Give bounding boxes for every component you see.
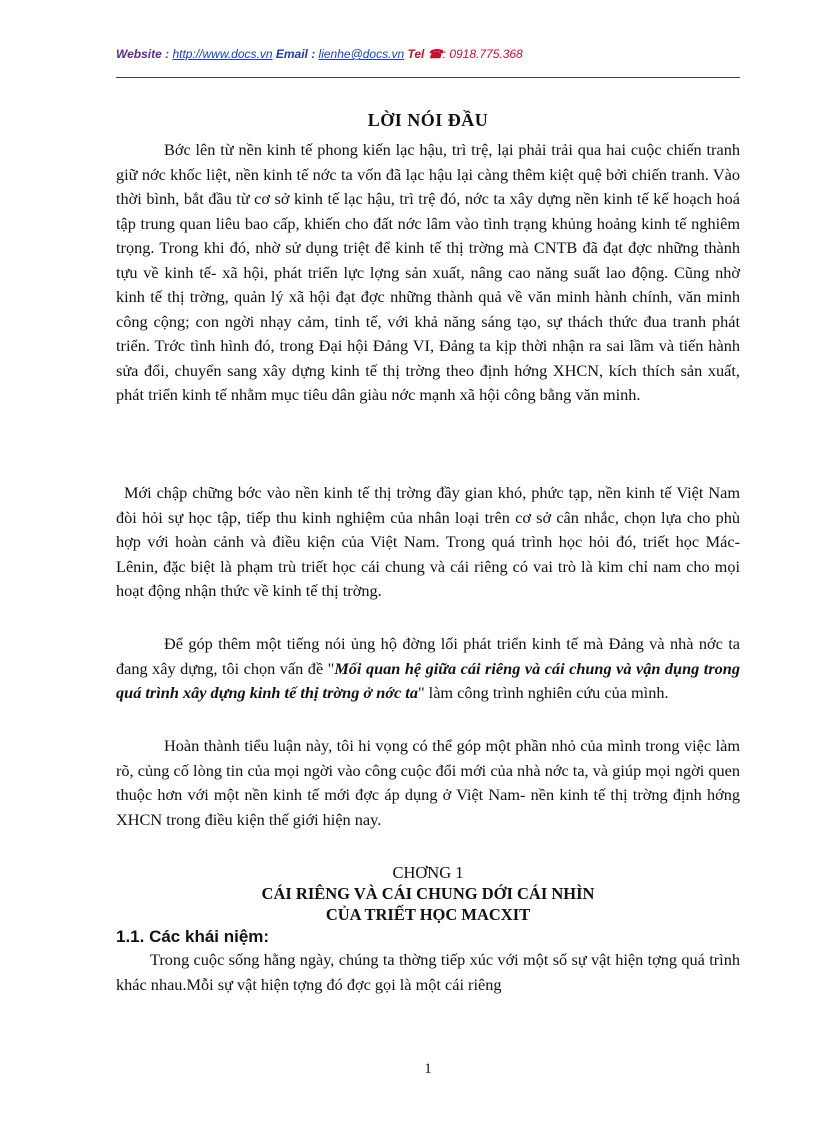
page-header bbox=[116, 47, 523, 61]
chapter-title-line-2: CỦA TRIẾT HỌC MACXIT bbox=[325, 905, 531, 924]
document-title: LỜI NÓI ĐẦU bbox=[367, 110, 489, 130]
chapter-title-line-1: CÁI RIÊNG VÀ CÁI CHUNG DỚI CÁI NHÌN bbox=[261, 884, 595, 903]
paragraph-5: Trong cuộc sống hằng ngày, chúng ta thờng tiếp xúc với một số sự vật hiện tợng quá trình khác nhau.Mỗi sự vật hiện tợng đó đợc gọi là một cái riêng bbox=[116, 950, 740, 994]
paragraph-2: Mới chập chững bớc vào nền kinh tế thị trờng đầy gian khó, phức tạp, nền kinh tế Việt Nam đòi hỏi sự học tập, tiếp thu kinh nghiệm của nhân loại trên cơ sở cân nhắc, chọn lựa cho phù hợp với hoàn cảnh và điều kiện của Việt Nam. Trong quá trình học hỏi đó, triết học Mác- Lênin, đặc biệt là phạm trù triết học cái chung và cái riêng có vai trò là kim chỉ nam cho mọi hoạt động nhận thức về kinh tế thị trờng. bbox=[116, 483, 740, 600]
email-label: Email bbox=[275, 47, 308, 61]
paragraph-3 bbox=[116, 632, 740, 706]
section-heading: 1.1. Các khái niệm: bbox=[116, 927, 270, 946]
chapter-number: CHƠNG 1 bbox=[392, 863, 464, 882]
email-link[interactable]: lienhe@docs.vn bbox=[318, 47, 405, 61]
email-separator: : bbox=[307, 47, 319, 61]
paragraph-3-tail: " làm công trình nghiên cứu của mình. bbox=[417, 683, 669, 702]
paragraph-3-lead: Để góp thêm một tiếng nói ủng hộ đờng lối phát triển kinh tế mà Đảng và nhà nớc ta đang xây dựng, tôi chọn vấn đề " bbox=[116, 634, 740, 678]
thesis-topic: Mối quan hệ giữa cái riêng và cái chung và vận dụng trong quá trình xây dựng kinh tế thị trờng ở nớc ta bbox=[116, 658, 740, 702]
header-divider bbox=[116, 77, 740, 78]
website-link[interactable]: http://www.docs.vn bbox=[172, 47, 273, 61]
paragraph-1: Bớc lên từ nền kinh tế phong kiến lạc hậu, trì trệ, lại phải trải qua hai cuộc chiến tranh giữ nớc khốc liệt, nền kinh tế nớc ta vốn đã lạc hậu lại càng thêm kiệt quệ bởi chiến tranh. Vào thời bình, bắt đầu từ cơ sở kinh tế lạc hậu, trì trệ đó, nớc ta xây dựng nền kinh tế kế hoạch hoá tập trung quan liêu bao cấp, khiến cho đất nớc lâm vào tình trạng khủng hoảng kinh tế nghiêm trọng. Trong khi đó, nhờ sử dụng triệt để kinh tế thị trờng mà CNTB đã đạt đợc những thành tựu về kinh tế- xã hội, phát triển lực lợng sản xuất, nâng cao năng suất lao động. Cũng nhờ kinh tế thị trờng, quản lý xã hội đạt đợc những thành quả về văn minh hành chính, văn minh công cộng; con ngời nhạy cảm, tinh tế, với khả năng sáng tạo, sự thách thức đua tranh phát triển. Trớc tình hình đó, trong Đại hội Đảng VI, Đảng ta kịp thời nhận ra sai lầm và tiến hành sửa đổi, chuyển sang xây dựng kinh tế thị trờng theo định hớng XHCN, kích thích sản xuất, phát triển kinh tế nhằm mục tiêu dân giàu nớc mạnh xã hội công bằng văn minh. bbox=[116, 140, 740, 404]
phone-number: : 0918.775.368 bbox=[442, 47, 523, 61]
page-number: 1 bbox=[424, 1061, 432, 1077]
website-label: Website : bbox=[116, 47, 173, 61]
paragraph-4: Hoàn thành tiểu luận này, tôi hi vọng có thể góp một phần nhỏ của mình trong việc làm rõ, củng cố lòng tin của mọi ngời vào công cuộc đổi mới của nhà nớc ta, và giúp mọi ngời quen thuộc hơn với một nền kinh tế mới đợc áp dụng ở Việt Nam- nền kinh tế thị trờng định hớng XHCN trong điều kiện thế giới hiện nay. bbox=[116, 736, 740, 829]
tel-label: Tel ☎ bbox=[407, 47, 443, 61]
